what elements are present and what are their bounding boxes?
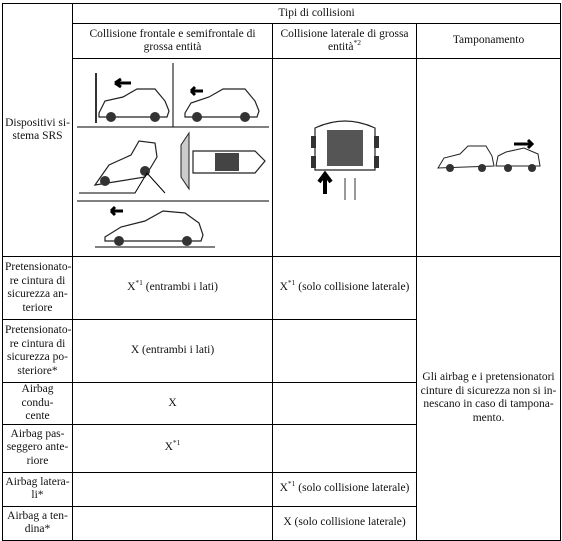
row-label-driver-airbag: Airbag condu- cente [3, 383, 73, 425]
cell-side-airbag-frontal [73, 472, 273, 506]
side-illustration [273, 59, 417, 257]
rear-collision-illustration [434, 138, 544, 178]
cell-rear-pretensioner-frontal: X (entrambi i lati) [73, 320, 273, 383]
cell-side-airbag-side: $X^{*1}$ (solo collisione laterale) [273, 472, 417, 506]
srs-collision-table [2, 3, 561, 541]
group-title: Tipi di collisioni [73, 4, 561, 24]
col-rear: Tamponamento [417, 24, 561, 59]
side-collision-illustration [285, 108, 405, 208]
row-header-cell [3, 4, 73, 257]
row-label-passenger-airbag: Airbag pas- seggero ante- riore [3, 424, 73, 472]
row-label-rear-pretensioner: Pretensionato- re cintura di sicurezza po- steriore* [3, 320, 73, 383]
cell-front-pretensioner-side: $X^{*1}$ (solo collisione laterale) [273, 257, 417, 320]
cell-front-pretensioner-frontal: $X^{*1}$ (entrambi i lati) [73, 257, 273, 320]
col-frontal: Collisione frontale e semifrontale di grossa entità [73, 24, 273, 59]
rear-note-cell [417, 257, 561, 541]
cell-curtain-airbag-side: X (solo collisione laterale) [273, 506, 417, 540]
cell-rear-pretensioner-side [273, 320, 417, 383]
cell-driver-airbag-side [273, 383, 417, 425]
cell-passenger-airbag-frontal: $X^{*1}$ [73, 424, 273, 472]
rear-illustration [417, 59, 561, 257]
rear-note: Gli airbag e i pretensionatori cinture di sicurezza non si in- nescano in caso di tampona- mento. [420, 371, 557, 424]
row-label-side-airbag: Airbag latera- li* [3, 472, 73, 506]
cell-passenger-airbag-side [273, 424, 417, 472]
frontal-illustration [73, 59, 273, 257]
row-header: Dispositivi si- stema SRS [5, 116, 70, 142]
frontal-collision-illustration [75, 61, 271, 255]
col-side: Collisione laterale di grossa entità$^{*2}$ [273, 24, 417, 59]
row-label-curtain-airbag: Airbag a ten- dina* [3, 506, 73, 540]
cell-curtain-airbag-frontal [73, 506, 273, 540]
row-label-front-pretensioner: Pretensionato- re cintura di sicurezza an- teriore [3, 257, 73, 320]
cell-driver-airbag-frontal: X [73, 383, 273, 425]
